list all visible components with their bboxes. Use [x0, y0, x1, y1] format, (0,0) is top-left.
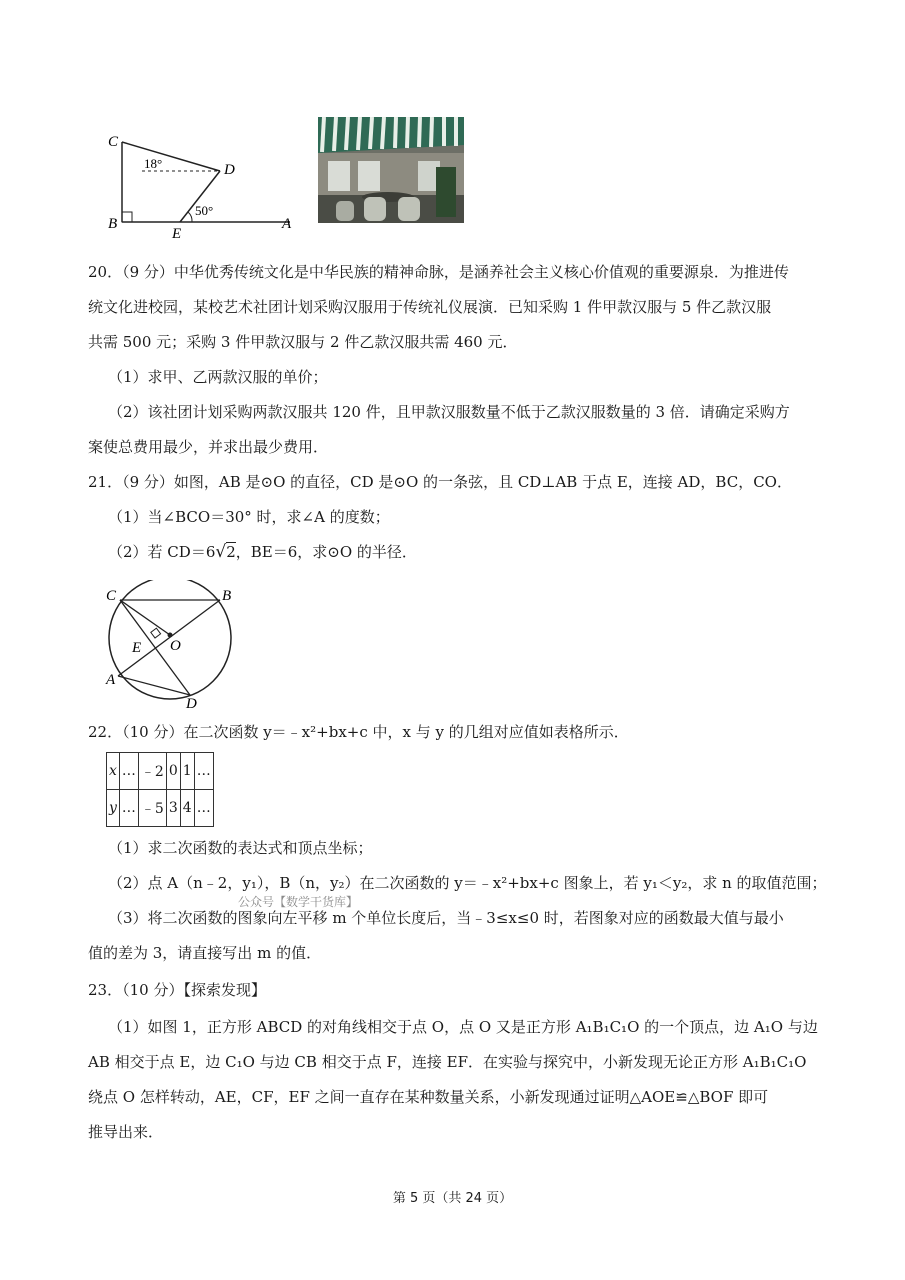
label-c: C [108, 134, 119, 150]
table-cell: … [194, 790, 213, 827]
q20-stem-line-3: 共需 500 元；采购 3 件甲款汉服与 2 件乙款汉服共需 460 元． [88, 333, 518, 351]
q23-para-1: （1）如图 1，正方形 ABCD 的对角线相交于点 O，点 O 又是正方形 A₁B₁C₁O 的一个顶点，边 A₁O 与边 [108, 1018, 818, 1036]
table-cell: 1 [180, 753, 194, 790]
q21-sub-2-post: ，BE＝6，求⊙O 的半径． [235, 543, 417, 561]
q21-sub-2 [108, 542, 417, 562]
q20-stem-line-2: 统文化进校园，某校艺术社团计划采购汉服用于传统礼仪展演．已知采购 1 件甲款汉服与 5 件乙款汉服 [88, 298, 772, 316]
q23-para-3: 绕点 O 怎样转动，AE，CF，EF 之间一直存在某种数量关系，小新发现通过证明△AOE≌△BOF 即可 [88, 1088, 769, 1106]
q23-stem: 23．（10 分）【探索发现】 [88, 981, 266, 999]
q23-para-4: 推导出来． [88, 1123, 164, 1141]
q22-sub-3b: 值的差为 3，请直接写出 m 的值． [88, 944, 322, 962]
q20-sub-2a: （2）该社团计划采购两款汉服共 120 件，且甲款汉服数量不低于乙款汉服数量的 3 倍．请确定采购方 [108, 403, 790, 421]
angle-18: 18° [144, 156, 163, 171]
circle-label-a: A [106, 672, 116, 688]
table-cell: ﹣2 [138, 753, 166, 790]
circle-label-c: C [106, 588, 117, 604]
label-a: A [282, 216, 292, 232]
q23-para-2: AB 相交于点 E，边 C₁O 与边 CB 相交于点 F，连接 EF．在实验与探究中，小新发现无论正方形 A₁B₁C₁O [88, 1053, 807, 1071]
table-cell: x [107, 753, 120, 790]
circle-label-e: E [132, 640, 142, 656]
table-cell: 0 [166, 753, 180, 790]
angle-50: 50° [195, 203, 214, 218]
q21-sub-2-radicand: 2 [226, 543, 236, 561]
q21-sub-2-pre: （2）若 CD＝6 [108, 543, 216, 561]
label-d: D [224, 162, 235, 178]
table-row [107, 753, 214, 790]
q22-sub-2: （2）点 A（n﹣2，y₁），B（n，y₂）在二次函数的 y＝﹣x²+bx+c 图象上，若 y₁＜y₂，求 n 的取值范围； [108, 874, 827, 892]
q20-sub-2b: 案使总费用最少，并求出最少费用． [88, 438, 329, 456]
q19-geometry-figure [100, 128, 300, 240]
table-cell: y [107, 790, 120, 827]
table-row [107, 790, 214, 827]
table-cell: ﹣5 [138, 790, 166, 827]
circle-label-o: O [170, 638, 181, 654]
table-cell: … [119, 790, 138, 827]
circle-label-b: B [222, 588, 232, 604]
sqrt-symbol: √ [215, 542, 227, 562]
q21-sub-1: （1）当∠BCO＝30° 时，求∠A 的度数； [108, 508, 390, 526]
table-cell: … [194, 753, 213, 790]
page-footer: 第 5 页（共 24 页） [392, 1191, 513, 1206]
q22-values-table [106, 752, 214, 827]
q22-sub-3a: （3）将二次函数的图象向左平移 m 个单位长度后，当﹣3≤x≤0 时，若图象对应的函数最大值与最小 [108, 909, 784, 927]
watermark: 公众号【数学干货库】 [238, 895, 359, 909]
awning-photo [318, 117, 464, 223]
table-cell: 4 [180, 790, 194, 827]
label-b: B [108, 216, 118, 232]
q21-stem: 21．（9 分）如图，AB 是⊙O 的直径，CD 是⊙O 的一条弦，且 CD⊥AB 于点 E，连接 AD，BC，CO． [88, 473, 792, 491]
circle-label-d: D [186, 696, 197, 710]
q22-stem: 22．（10 分）在二次函数 y＝﹣x²+bx+c 中，x 与 y 的几组对应值如表格所示． [88, 723, 629, 741]
q20-sub-1: （1）求甲、乙两款汉服的单价； [108, 368, 328, 386]
q22-sub-1: （1）求二次函数的表达式和顶点坐标； [108, 839, 373, 857]
table-cell: … [119, 753, 138, 790]
table-cell: 3 [166, 790, 180, 827]
q21-circle-figure [100, 580, 240, 710]
q20-stem-line-1: 20．（9 分）中华优秀传统文化是中华民族的精神命脉，是涵养社会主义核心价值观的重要源泉．为推进传 [88, 263, 789, 281]
label-e: E [172, 226, 182, 240]
